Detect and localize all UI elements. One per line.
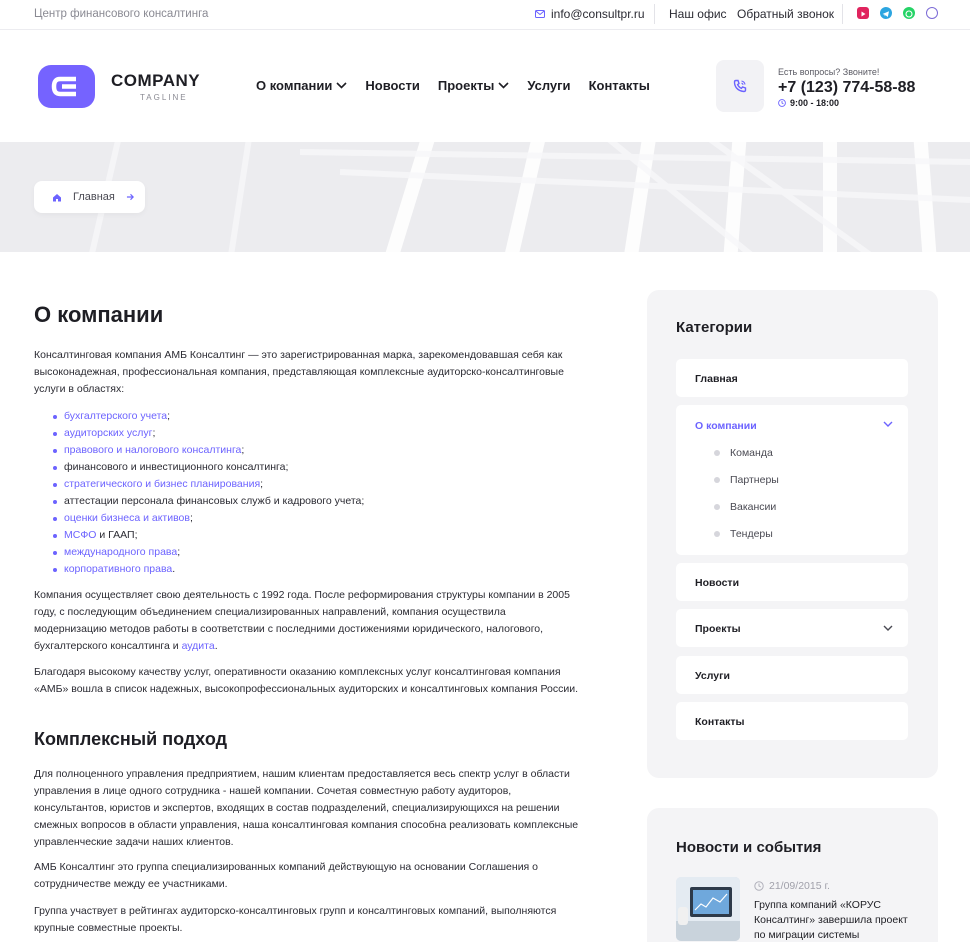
nav-projects[interactable] <box>438 78 509 93</box>
list-item: бухгалтерского учета; <box>51 408 364 425</box>
nav-about-label: О компании <box>256 78 333 93</box>
top-bar <box>0 0 970 30</box>
category-label: Новости <box>695 577 740 589</box>
approach-paragraph: Для полноценного управления предприятием, нашим клиентам предоставляется весь спектр услуг в области управления в лице одного сотрудника - нашей компании. Сочетая совместную работу аудиторов, консультантов, юристов и экспертов, входящих в состав подразделений, специализирующихся на решении смежных вопросов в области управления, наша консалтинговая компания способна реализовать комплексные управленческие задачи наших клиентов. <box>34 768 579 848</box>
news-image <box>676 877 740 941</box>
category-label: Контакты <box>695 716 745 728</box>
list-item: стратегического и бизнес планирования; <box>51 476 364 493</box>
arrow-right-icon <box>126 193 135 201</box>
section-heading: Комплексный подход <box>34 729 228 749</box>
subcategory-partners[interactable]: Партнеры <box>714 474 779 486</box>
service-link[interactable]: МСФО <box>64 529 97 541</box>
top-tagline: Центр финансового консалтинга <box>34 8 209 20</box>
nav-contacts-label: Контакты <box>588 78 650 93</box>
category-about <box>676 405 908 555</box>
phone-icon <box>732 78 748 94</box>
home-icon[interactable] <box>52 193 62 202</box>
news-panel <box>647 808 938 942</box>
news-date <box>754 880 830 892</box>
category-label: Главная <box>695 373 738 385</box>
category-services[interactable] <box>676 656 908 694</box>
chevron-down-icon <box>336 82 347 89</box>
news-date-text: 21/09/2015 г. <box>769 880 830 892</box>
list-item: финансового и инвестиционного консалтинга; <box>51 459 364 476</box>
chevron-down-icon <box>498 82 509 89</box>
services-list <box>51 408 364 578</box>
ratings-paragraph: Группа участвует в рейтингах аудиторско-консалтинговых групп и консалтинговых компаний, выполняются крупные совместные проекты. <box>34 905 557 934</box>
office-link[interactable]: Наш офис <box>669 7 727 21</box>
category-label: Проекты <box>695 623 741 635</box>
list-item: оценки бизнеса и активов; <box>51 510 364 527</box>
category-news[interactable] <box>676 563 908 601</box>
nav-news[interactable] <box>365 78 420 93</box>
page-banner <box>0 142 970 252</box>
news-headline[interactable]: Группа компаний «КОРУС Консалтинг» завершила проект по миграции системы <box>754 899 908 941</box>
page-title: О компании <box>34 302 164 327</box>
category-contacts[interactable] <box>676 702 908 740</box>
category-projects[interactable] <box>676 609 908 647</box>
subcategory-team[interactable]: Команда <box>714 447 773 459</box>
callback-link[interactable]: Обратный звонок <box>737 7 835 21</box>
list-item: аттестации персонала финансовых служб и кадрового учета; <box>51 493 364 510</box>
list-item: правового и налогового консалтинга; <box>51 442 364 459</box>
subcategory-vacancies[interactable]: Вакансии <box>714 501 776 513</box>
categories-title: Категории <box>676 319 753 336</box>
news-thumbnail[interactable] <box>676 877 740 941</box>
news-title: Новости и события <box>676 839 822 856</box>
nav-contacts[interactable] <box>589 78 650 93</box>
service-link[interactable]: правового и налогового консалтинга <box>64 444 242 456</box>
phone-button[interactable] <box>716 60 764 112</box>
telegram-icon[interactable] <box>880 7 892 19</box>
category-home[interactable] <box>676 359 908 397</box>
divider <box>654 4 655 24</box>
category-label[interactable]: О компании <box>695 420 757 432</box>
breadcrumb-home[interactable]: Главная <box>73 191 115 203</box>
subcategory-tenders[interactable]: Тендеры <box>714 528 773 540</box>
list-item: аудиторских услуг; <box>51 425 364 442</box>
work-hours <box>778 98 839 108</box>
service-link[interactable]: бухгалтерского учета <box>64 410 168 422</box>
clock-icon <box>778 99 786 107</box>
divider <box>842 4 843 24</box>
nav-projects-label: Проекты <box>437 78 495 93</box>
logo-name[interactable]: COMPANY <box>111 71 201 90</box>
nav-about[interactable] <box>256 78 347 93</box>
service-link[interactable]: стратегического и бизнес планирования <box>64 478 261 490</box>
clock-icon <box>754 881 764 891</box>
banner-pattern <box>0 142 970 252</box>
chevron-down-icon[interactable] <box>883 625 893 631</box>
group-paragraph: АМБ Консалтинг это группа специализированных компаний действующую на основании Соглашения о сотрудничестве между ее участниками. <box>34 861 538 890</box>
breadcrumb <box>34 181 145 213</box>
service-link[interactable]: оценки бизнеса и активов <box>64 512 190 524</box>
intro-paragraph: Консалтинговая компания АМБ Консалтинг — это зарегистрированная марка, зарекомендовавшая себя как высоконадежная, профессиональная компания, представляющая комплексные аудиторско-консалтинговые услуги в областях: <box>34 349 564 395</box>
list-item: корпоративного права. <box>51 561 364 578</box>
service-link[interactable]: корпоративного права <box>64 563 173 575</box>
site-header <box>0 30 970 142</box>
viber-icon[interactable] <box>926 7 938 19</box>
category-label: Услуги <box>695 670 730 682</box>
service-link[interactable]: аудиторских услуг <box>64 427 153 439</box>
main-nav <box>256 78 668 93</box>
email-link[interactable] <box>535 7 645 21</box>
whatsapp-icon[interactable] <box>903 7 915 19</box>
email-text: info@consultpr.ru <box>551 7 645 21</box>
nav-news-label: Новости <box>365 78 420 93</box>
history-paragraph: Компания осуществляет свою деятельность с 1992 года. После реформирования структуры компании в 2005 году, с последующим объединением специализированных направлений, компания осуществила модернизацию методов работы в соответствии с последними достижениями юридического, налогового, бухгалтерского консалтинга и аудита. <box>34 589 570 652</box>
nav-services-label: Услуги <box>527 78 571 93</box>
work-hours-text: 9:00 - 18:00 <box>790 98 840 108</box>
logo-tagline: TAGLINE <box>140 93 188 102</box>
list-item: МСФО и ГААП; <box>51 527 364 544</box>
nav-services[interactable] <box>527 78 570 93</box>
service-link[interactable]: международного права <box>64 546 178 558</box>
envelope-icon <box>535 10 545 18</box>
ask-label: Есть вопросы? Звоните! <box>778 67 880 77</box>
quality-paragraph: Благодаря высокому качеству услуг, оперативности оказанию комплексных услуг консалтинговая компания «АМБ» вошла в список надежных, высокопрофессиональных аудиторских и консалтинговых компания России. <box>34 666 578 695</box>
youtube-icon[interactable] <box>857 7 869 19</box>
audit-link[interactable]: аудита <box>181 640 215 652</box>
chevron-down-icon[interactable] <box>883 421 893 427</box>
categories-panel <box>647 290 938 778</box>
logo-icon[interactable] <box>38 65 95 108</box>
list-item: международного права; <box>51 544 364 561</box>
phone-number[interactable]: +7 (123) 774-58-88 <box>778 79 916 96</box>
